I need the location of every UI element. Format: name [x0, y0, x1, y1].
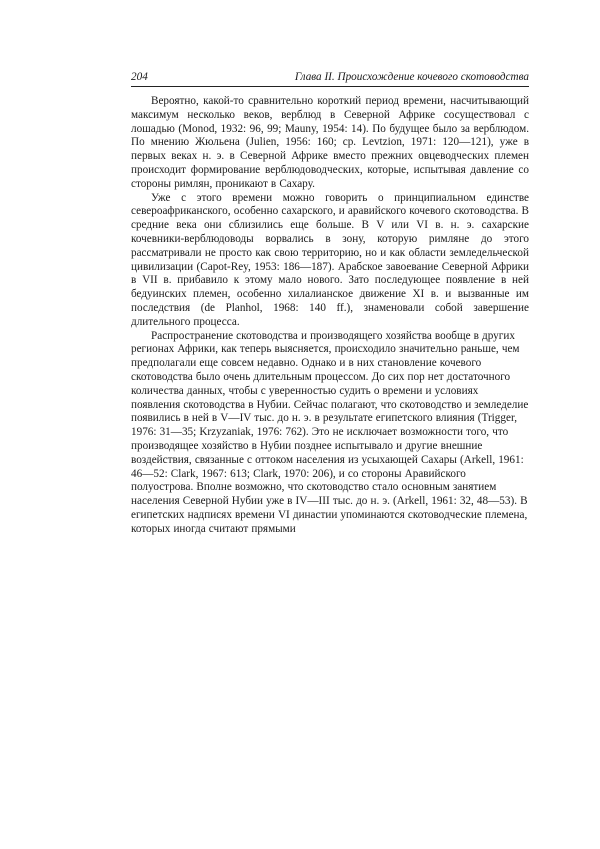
page-body [131, 95, 529, 537]
page-header [131, 70, 529, 87]
paragraph: Уже с этого времени можно говорить о принципиальном единстве североафриканского, особенно сахарского, и аравийского кочевого скотоводства. В средние века они сблизились еще больше. В V или VI в. н. э. сахарские кочевники-верблюдоводы ворвались в зону, которую римляне до этого рассматривали не просто как свою территорию, но и как области земледельческой цивилизации (Capot-Rey, 1953: 186—187). Арабское завоевание Северной Африки в VII в. прибавило к этому мало нового. Зато последующее появление в ней бедуинских племен, особенно хилалианское движение XI в. и вызванные им последствия (de Planhol, 1968: 140 ff.), знаменовали собой завершение длительного процесса. [131, 191, 529, 328]
page-number: 204 [131, 71, 148, 83]
running-title: Глава II. Происхождение кочевого скотоводства [294, 71, 529, 83]
paragraph: Распространение скотоводства и производящего хозяйства вообще в других регионах Африки, как теперь выясняется, происходило значительно раньше, чем предполагали еще совсем недавно. Однако и в них становление кочевого скотоводства было очень длительным процессом. До сих пор нет достаточного количества данных, чтобы с уверенностью судить о времени и условиях появления скотоводства в Нубии. Сейчас полагают, что скотоводство и земледелие появились в ней в V—IV тыс. до н. э. в результате египетского влияния (Trigger, 1976: 31—35; Krzyzaniak, 1976: 762). Это не исключает возможности того, что производящее хозяйство в Нубии позднее испытывало и другие внешние воздействия, связанные с оттоком населения из усыхающей Сахары (Arkell, 1961: 46—52: Clark, 1967: 613; Clark, 1970: 206), и со стороны Аравийского полуострова. Вполне возможно, что скотоводство стало основным занятием населения Северной Нубии уже в IV—III тыс. до н. э. (Arkell, 1961: 32, 48—53). В египетских надписях времени VI династии упоминаются скотоводческие племена, которых иногда считают прямыми [131, 329, 529, 535]
paragraph: Вероятно, какой-то сравнительно короткий период времени, насчитывающий максимум несколько веков, верблюд в Северной Африке сосуществовал с лошадью (Monod, 1932: 96, 99; Mauny, 1954: 14). По будущее было за верблюдом. По мнению Жюльена (Julien, 1956: 160; ср. Levtzion, 1971: 120—121), уже в первых веках н. э. в Северной Африке вместо прежних овцеводческих племен происходит формирование верблюдоводческих, которые, испытывая давление со стороны римлян, проникают в Сахару. [131, 95, 529, 190]
